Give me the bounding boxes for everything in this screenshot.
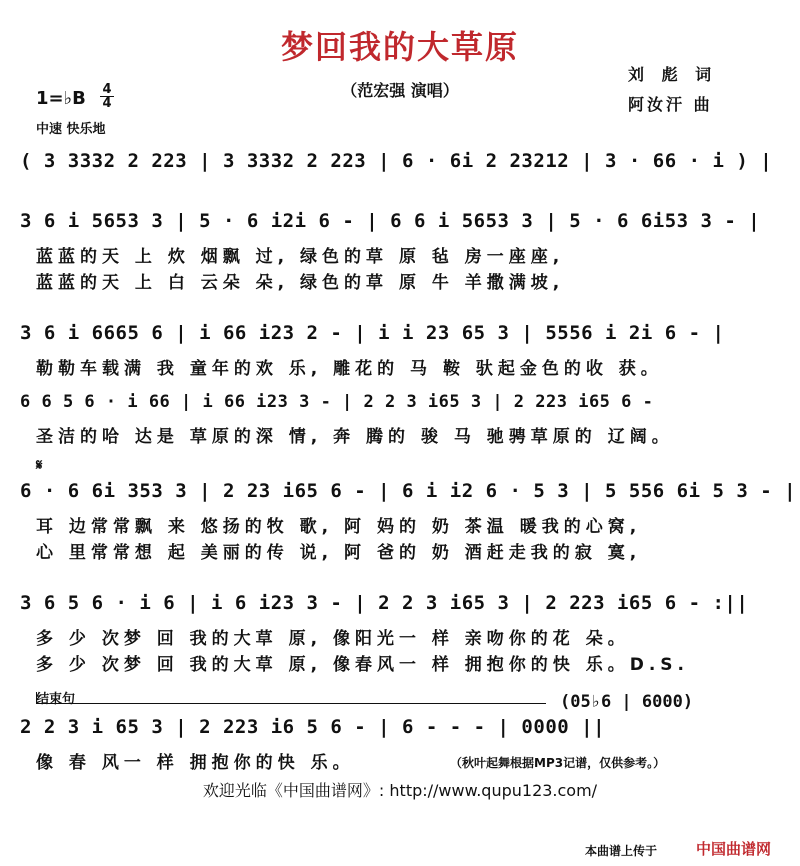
website-welcome: 欢迎光临《中国曲谱网》: http://www.qupu123.com/: [202, 781, 598, 800]
transcription-note: （秋叶起舞根据MP3记谱，仅供参考。）: [450, 756, 666, 770]
notation-line-4: 6 · 6 6i 353 3 | 2 23 i65 6 - | 6 i i2 6 · 5 3 | 5 556 6i 5 3 - |: [20, 480, 797, 502]
key-signature: 1=♭B: [36, 88, 86, 109]
lyrics-line-2: 勒勒车载满 我 童年的欢 乐, 雕花的 马 鞍 驮起金色的收 获。: [36, 359, 663, 379]
lyrics-line-5b: 多 少 次梦 回 我的大草 原, 像春风一 样 拥抱你的快 乐。D.S.: [36, 655, 689, 675]
site-logo: 中国曲谱网: [696, 840, 772, 858]
lyrics-line-ending: 像 春 风一 样 拥抱你的快 乐。: [36, 753, 355, 773]
notation-line-intro: ( 3 3332 2 223 | 3 3332 2 223 | 6 · 6i 2 23212 | 3 · 66 · i ) |: [20, 150, 773, 172]
song-title: 梦回我的大草原: [280, 28, 519, 66]
notation-line-2: 3 6 i 6665 6 | i 66 i23 2 - | i i 23 65 3 | 5556 i 2i 6 - |: [20, 322, 725, 344]
notation-line-5: 3 6 5 6 · i 6 | i 6 i23 3 - | 2 2 3 i65 3 | 2 223 i65 6 - :||: [20, 592, 749, 614]
time-signature-top: 4: [102, 82, 112, 97]
segno-sign: 𝄋: [36, 456, 43, 474]
time-signature: [100, 83, 114, 110]
lyrics-line-5a: 多 少 次梦 回 我的大草 原, 像阳光一 样 亲吻你的花 朵。: [36, 629, 630, 649]
notation-line-1: 3 6 i 5653 3 | 5 · 6 i2i 6 - | 6 6 i 5653 3 | 5 · 6 6i53 3 - |: [20, 210, 761, 232]
composer-credit: 阿汝汗 曲: [628, 95, 713, 114]
ending-alt-notes: (05♭6 | 6000): [560, 692, 694, 712]
upload-footer: 本曲谱上传于: [585, 844, 658, 858]
tempo-marking: 中速 快乐地: [36, 122, 106, 137]
notation-line-ending: 2 2 3 i 65 3 | 2 223 i6 5 6 - | 6 - - - | 0000 ||: [20, 716, 606, 738]
lyricist-credit: 刘 彪 词: [628, 65, 718, 84]
lyrics-line-4b: 心 里常常想 起 美丽的传 说, 阿 爸的 奶 酒赶走我的寂 寞,: [36, 543, 642, 563]
lyrics-line-1b: 蓝蓝的天 上 白 云朵 朵, 绿色的草 原 牛 羊撒满坡,: [36, 273, 565, 293]
time-signature-bottom: 4: [100, 96, 114, 110]
lyrics-line-3: 圣洁的哈 达是 草原的深 情, 奔 腾的 骏 马 驰骋草原的 辽阔。: [36, 427, 674, 447]
lyrics-line-1a: 蓝蓝的天 上 炊 烟飘 过, 绿色的草 原 毡 房一座座,: [36, 247, 565, 267]
notation-line-3: 6 6 5 6 · i 66 | i 66 i23 3 - | 2 2 3 i65 3 | 2 223 i65 6 -: [20, 392, 654, 412]
lyrics-line-4a: 耳 边常常飘 来 悠扬的牧 歌, 阿 妈的 奶 茶温 暖我的心窝,: [36, 517, 642, 537]
ending-label: 结束句: [36, 692, 76, 707]
performer-subtitle: （范宏强 演唱）: [341, 81, 459, 100]
ending-bracket-line: [36, 703, 546, 704]
